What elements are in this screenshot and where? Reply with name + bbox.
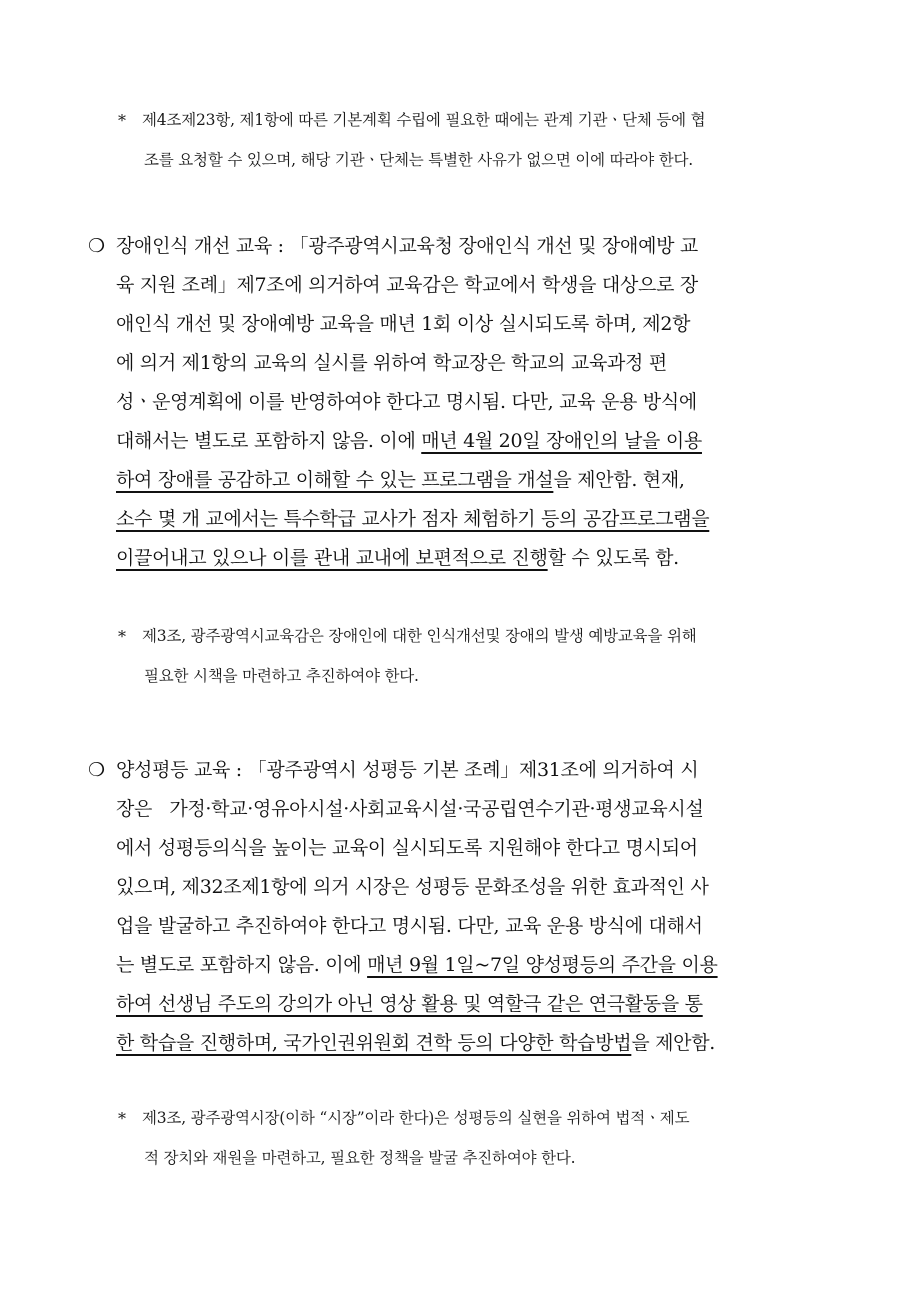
underlined-proposal: 하여 장애를 공감하고 이해할 수 있는 프로그램을 개설 (116, 469, 554, 491)
circle-bullet-icon: ❍ (88, 759, 105, 781)
paragraph-gender-equality-education (88, 751, 848, 1063)
circle-bullet-icon: ❍ (88, 235, 105, 257)
paragraph-line: 에 의거 제1항의 교육의 실시를 위하여 학교장은 학교의 교육과정 편 (116, 352, 667, 374)
underlined-proposal: 하여 선생님 주도의 강의가 아닌 영상 활용 및 역할극 같은 연극활동을 통 (116, 993, 703, 1015)
paragraph-line (88, 422, 848, 461)
paragraph-line (88, 461, 848, 500)
paragraph-line (88, 539, 848, 578)
line-text: 을 제안함. (631, 1032, 716, 1054)
underlined-proposal: 매년 4월 20일 장애인의 날을 이용 (421, 430, 702, 452)
line-text: 는 별도로 포함하지 않음. 이에 (116, 954, 368, 976)
footnote-article-3-city (118, 1102, 838, 1175)
underlined-proposal: 소수 몇 개 교에서는 특수학급 교사가 점자 체험하기 등의 공감프로그램을 (116, 508, 710, 530)
paragraph-line: 에서 성평등의식을 높이는 교육이 실시되도록 지원해야 한다고 명시되어 (116, 837, 698, 859)
paragraph-line (88, 946, 848, 985)
underlined-proposal: 한 학습을 진행하며, 국가인권위원회 견학 등의 다양한 학습방법 (116, 1032, 632, 1054)
paragraph-line: 성ㆍ운영계획에 이를 반영하여야 한다고 명시됨. 다만, 교육 운용 방식에 (116, 391, 697, 413)
paragraph-line (88, 500, 848, 539)
footnote-line: 필요한 시책을 마련하고 추진하여야 한다. (144, 667, 419, 685)
line-text: 할 수 있도록 함. (547, 547, 679, 569)
underlined-proposal: 이끌어내고 있으나 이를 관내 교내에 보편적으로 진행 (116, 547, 548, 569)
line-text: 을 제안함. 현재, (553, 469, 685, 491)
footnote-asterisk: * (118, 1109, 126, 1128)
underlined-proposal: 매년 9월 1일~7일 양성평등의 주간을 이용 (367, 954, 718, 976)
paragraph-line: 장애인식 개선 교육 : 「광주광역시교육청 장애인식 개선 및 장애예방 교 (116, 235, 698, 257)
paragraph-line: 업을 발굴하고 추진하여야 한다고 명시됨. 다만, 교육 운용 방식에 대해서 (116, 915, 703, 937)
paragraph-line: 장은 가정·학교·영유아시설·사회교육시설·국공립연수기관·평생교육시설 (116, 798, 704, 820)
paragraph-line (88, 1024, 848, 1063)
paragraph-line: 양성평등 교육 : 「광주광역시 성평등 기본 조례」제31조에 의거하여 시 (116, 759, 699, 781)
footnote-line: 제3조, 광주광역시장(이하 “시장”이라 한다)은 성평등의 실현을 위하여 법적ㆍ제도 (142, 1109, 690, 1127)
footnote-line: 제4조제23항, 제1항에 따른 기본계획 수립에 필요한 때에는 관계 기관ㆍ단체 등에 협 (142, 111, 706, 129)
line-text: 대해서는 별도로 포함하지 않음. 이에 (116, 430, 422, 452)
paragraph-line: 애인식 개선 및 장애예방 교육을 매년 1회 이상 실시되도록 하며, 제2항 (116, 313, 691, 335)
footnote-asterisk: * (118, 627, 126, 646)
paragraph-line: 육 지원 조례」제7조에 의거하여 교육감은 학교에서 학생을 대상으로 장 (116, 274, 698, 296)
footnote-article-3-education (118, 620, 838, 693)
footnote-line: 제3조, 광주광역시교육감은 장애인에 대한 인식개선및 장애의 발생 예방교육을 위해 (142, 627, 697, 645)
paragraph-line: 있으며, 제32조제1항에 의거 시장은 성평등 문화조성을 위한 효과적인 사 (116, 876, 709, 898)
paragraph-line (88, 985, 848, 1024)
paragraph-disability-awareness-education (88, 227, 848, 578)
footnote-asterisk: * (118, 111, 126, 130)
footnote-article-4-23 (118, 104, 838, 177)
footnote-line: 조를 요청할 수 있으며, 해당 기관ㆍ단체는 특별한 사유가 없으면 이에 따라야 한다. (144, 151, 693, 169)
footnote-line: 적 장치와 재원을 마련하고, 필요한 정책을 발굴 추진하여야 한다. (144, 1149, 576, 1167)
